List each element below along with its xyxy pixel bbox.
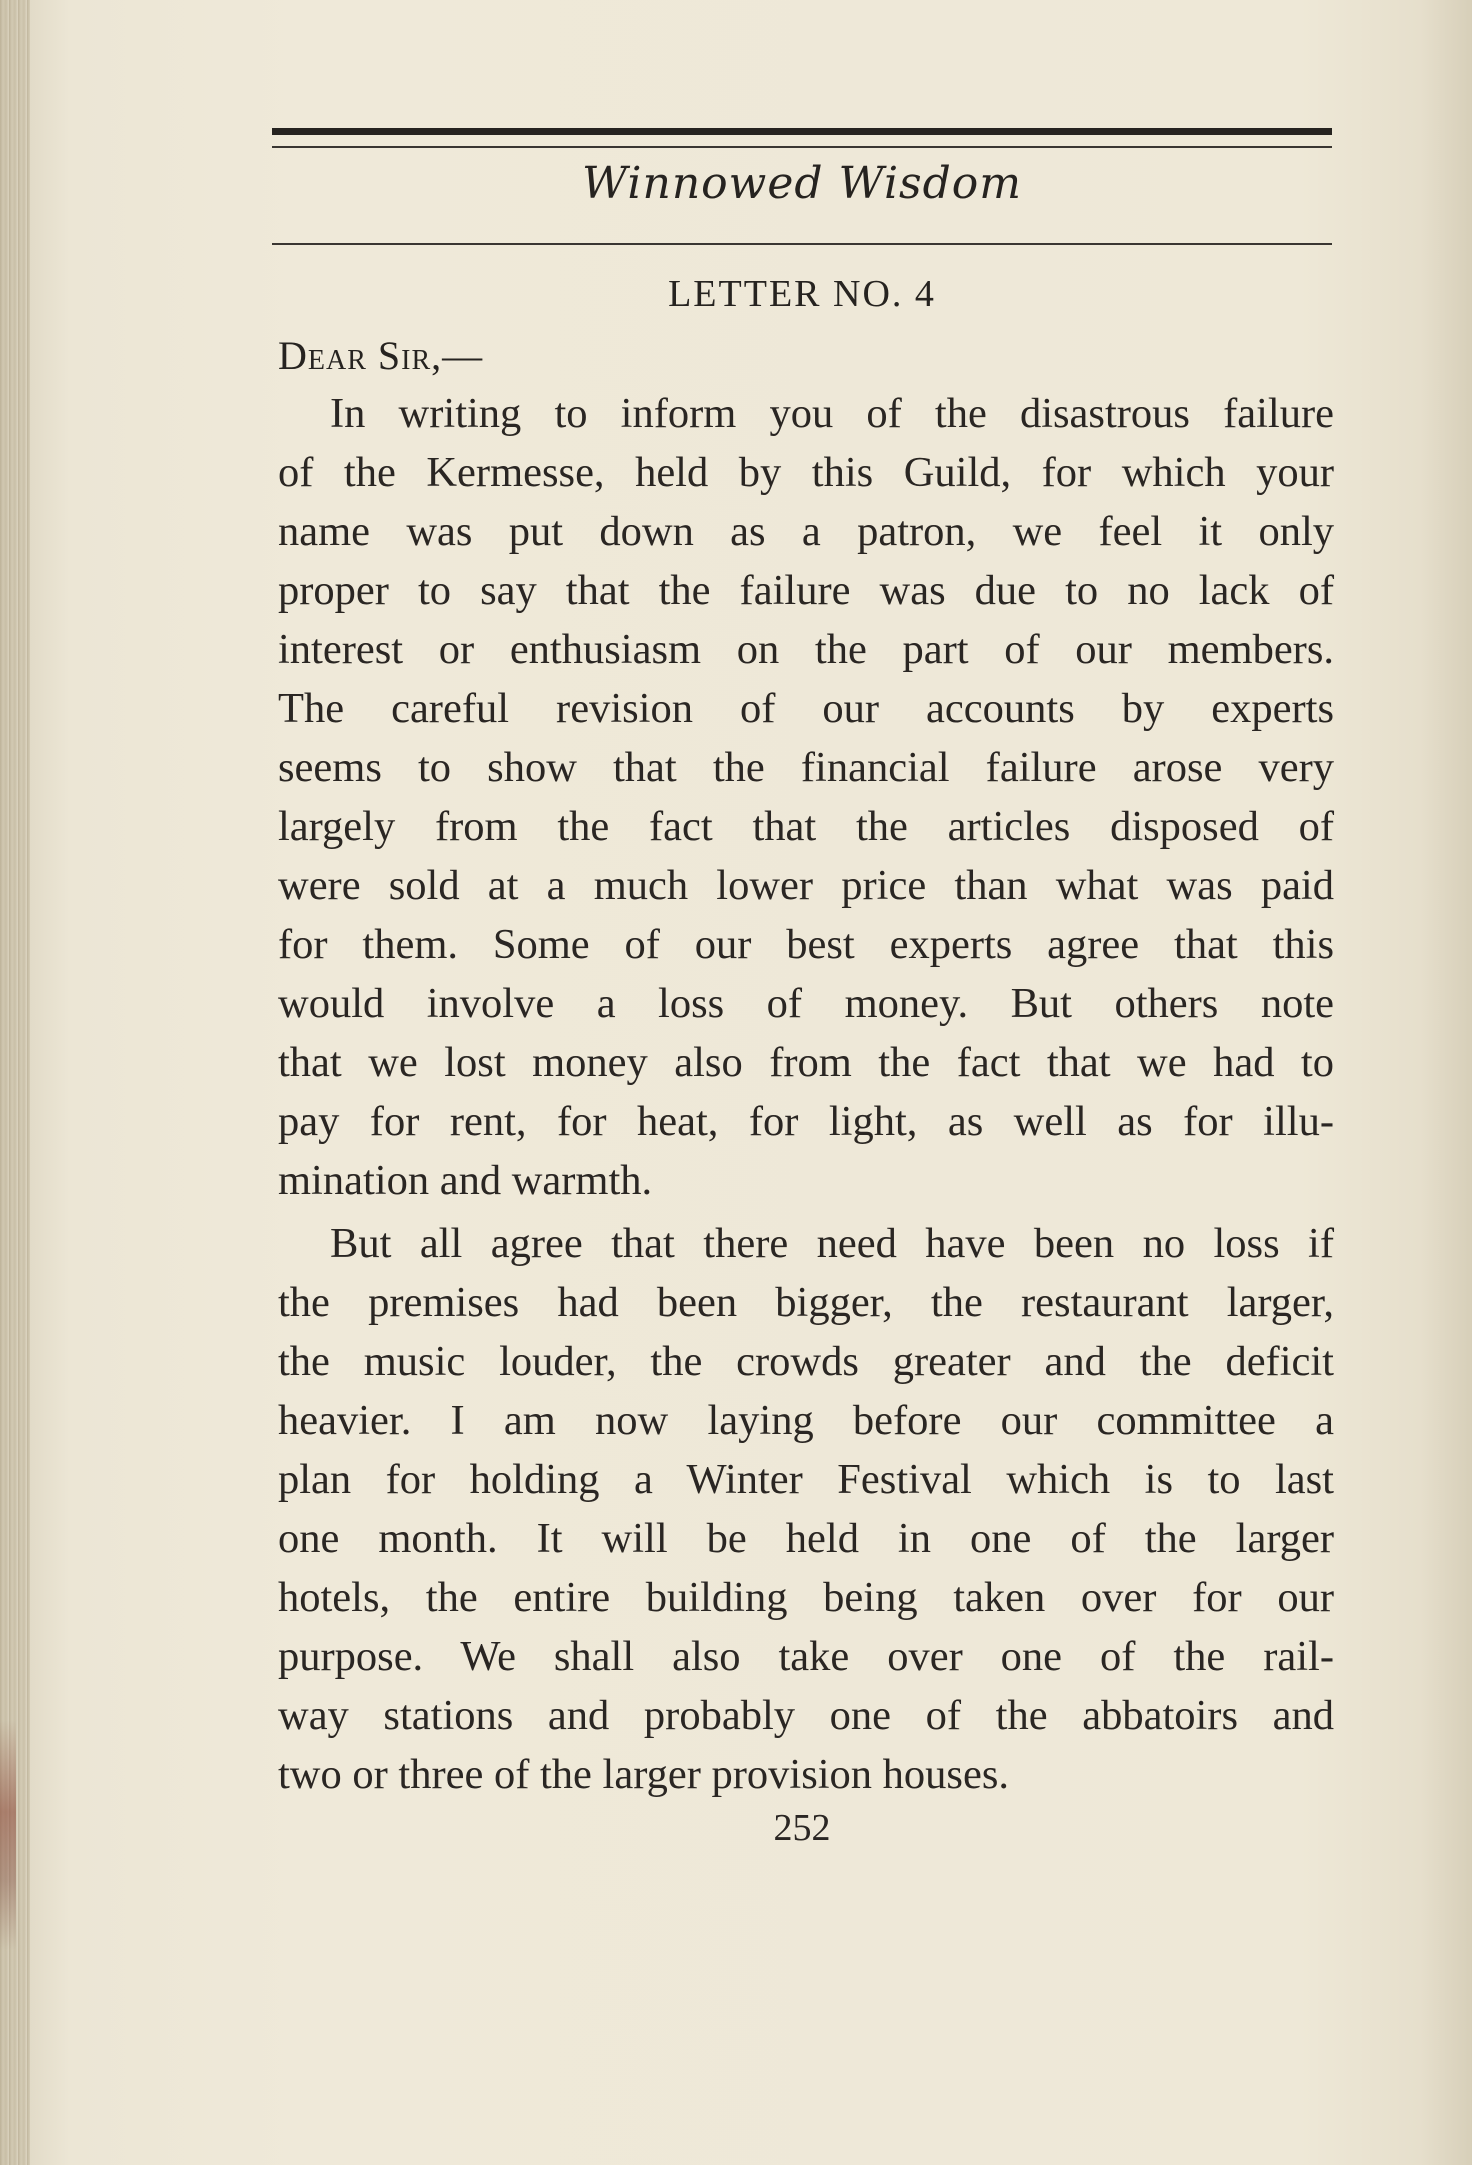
text-line: the premises had been bigger, the restaurant larger, xyxy=(278,1279,1334,1326)
text-line: pay for rent, for heat, for light, as well as for illu- xyxy=(278,1098,1334,1145)
text-line: But all agree that there need have been no loss if xyxy=(330,1220,1334,1267)
text-line: way stations and probably one of the abbatoirs and xyxy=(278,1692,1334,1739)
text-line: proper to say that the failure was due to no lack of xyxy=(278,567,1334,614)
header-rule-thick xyxy=(272,128,1332,135)
text-line: name was put down as a patron, we feel it only xyxy=(278,508,1334,555)
letter-title: LETTER NO. 4 xyxy=(668,273,936,315)
text-line: would involve a loss of money. But others note xyxy=(278,980,1334,1027)
paragraph-1 xyxy=(278,384,1334,1210)
text-line: hotels, the entire building being taken over for our xyxy=(278,1574,1334,1621)
paragraph-2 xyxy=(278,1214,1334,1804)
text-line: one month. It will be held in one of the larger xyxy=(278,1515,1334,1562)
header-rule-thin-bottom xyxy=(272,243,1332,245)
page-number: 252 xyxy=(773,1807,831,1849)
text-line: seems to show that the financial failure arose very xyxy=(278,744,1334,791)
binding-stain xyxy=(0,1720,16,1950)
text-line: heavier. I am now laying before our committee a xyxy=(278,1397,1334,1444)
text-line: The careful revision of our accounts by experts xyxy=(278,685,1334,732)
letter-body xyxy=(278,384,1334,1804)
text-line: for them. Some of our best experts agree that this xyxy=(278,921,1334,968)
text-line: plan for holding a Winter Festival which is to last xyxy=(278,1456,1334,1503)
text-line: In writing to inform you of the disastrous failure xyxy=(330,390,1334,437)
running-head: Winnowed Wisdom xyxy=(581,158,1023,209)
text-line: purpose. We shall also take over one of the rail- xyxy=(278,1633,1334,1680)
text-line: largely from the fact that the articles disposed of xyxy=(278,803,1334,850)
text-line: were sold at a much lower price than what was paid xyxy=(278,862,1334,909)
text-line: mination and warmth. xyxy=(278,1157,653,1204)
text-line: of the Kermesse, held by this Guild, for which your xyxy=(278,449,1334,496)
text-line: that we lost money also from the fact that we had to xyxy=(278,1039,1334,1086)
header-rule-thin-top xyxy=(272,146,1332,148)
text-line: the music louder, the crowds greater and the deficit xyxy=(278,1338,1334,1385)
text-line: interest or enthusiasm on the part of our members. xyxy=(278,626,1334,673)
salutation: Dear Sir,— xyxy=(278,333,484,378)
text-line: two or three of the larger provision houses. xyxy=(278,1751,1009,1798)
